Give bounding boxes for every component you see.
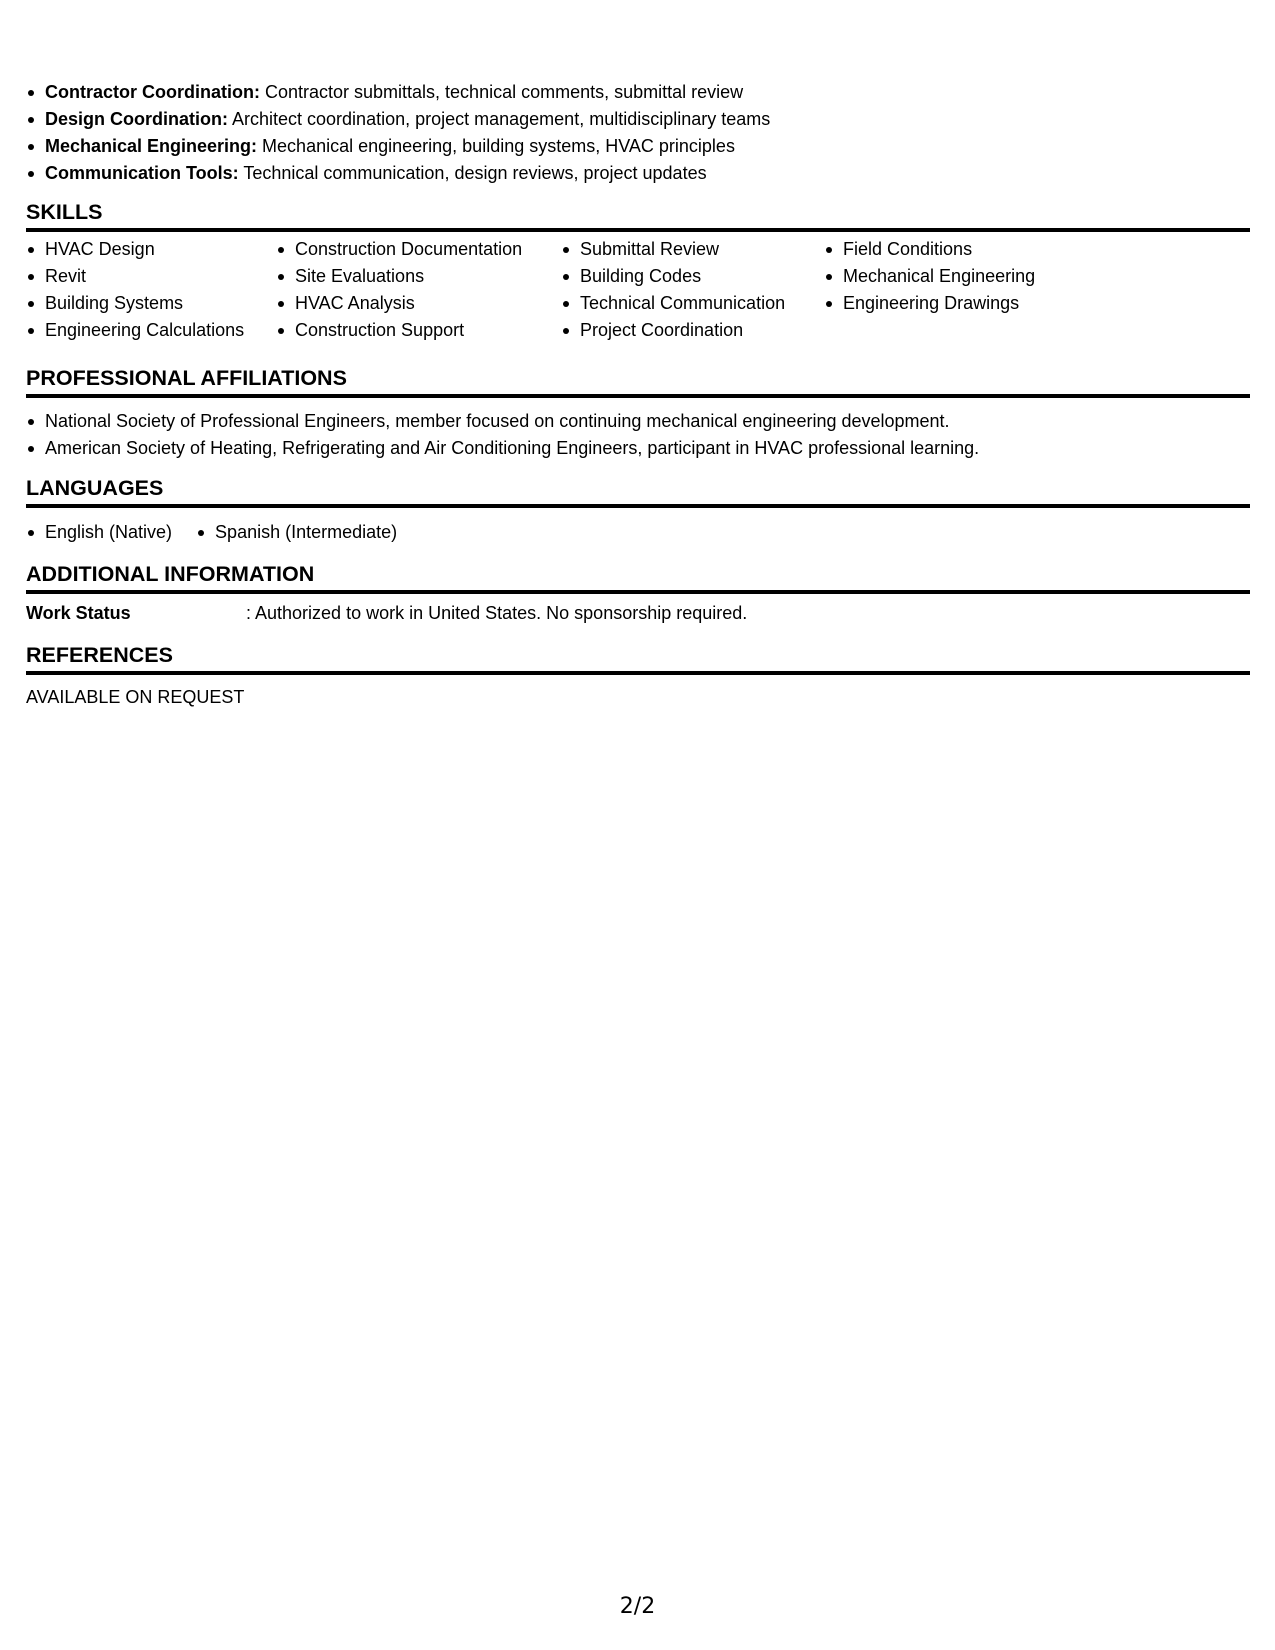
work-status-value: : Authorized to work in United States. No sponsorship required.: [246, 603, 748, 623]
skill-item: Project Coordination: [561, 317, 785, 344]
skills-column: [276, 236, 522, 344]
skill-item: Mechanical Engineering: [824, 263, 1035, 290]
skill-item: HVAC Analysis: [276, 290, 522, 317]
list-item: [26, 160, 770, 187]
skill-item: Engineering Calculations: [26, 317, 244, 344]
skills-heading: SKILLS: [26, 199, 1250, 232]
skill-item: Field Conditions: [824, 236, 1035, 263]
list-item: National Society of Professional Engineers, member focused on continuing mechanical engineering development.: [26, 408, 979, 435]
highlight-text: Technical communication, design reviews, project updates: [238, 163, 707, 183]
work-status-label: Work Status: [26, 603, 131, 623]
references-text: AVAILABLE ON REQUEST: [26, 687, 245, 707]
highlight-keyword: Contractor Coordination:: [45, 82, 260, 102]
skill-item: Site Evaluations: [276, 263, 522, 290]
highlight-keyword: Mechanical Engineering:: [45, 136, 258, 156]
work-status-row: [26, 600, 747, 627]
affiliations-heading: PROFESSIONAL AFFILIATIONS: [26, 365, 1250, 398]
highlight-keyword: Design Coordination:: [45, 109, 228, 129]
skill-item: Building Systems: [26, 290, 244, 317]
skill-item: Technical Communication: [561, 290, 785, 317]
skill-item: Construction Support: [276, 317, 522, 344]
skill-item: Submittal Review: [561, 236, 785, 263]
skill-item: Engineering Drawings: [824, 290, 1035, 317]
highlight-text: Mechanical engineering, building systems, HVAC principles: [257, 136, 735, 156]
skill-item: HVAC Design: [26, 236, 244, 263]
additional-info-heading: ADDITIONAL INFORMATION: [26, 561, 1250, 594]
list-item: [26, 106, 770, 133]
affiliations-list: [26, 408, 979, 462]
highlight-text: Architect coordination, project management, multidisciplinary teams: [228, 109, 771, 129]
highlight-keyword: Communication Tools:: [45, 163, 239, 183]
list-item: [26, 133, 770, 160]
highlight-text: Contractor submittals, technical comments, submittal review: [259, 82, 744, 102]
skills-column: [824, 236, 1035, 317]
language-item: Spanish (Intermediate): [196, 519, 397, 546]
language-item: English (Native): [26, 519, 172, 546]
skill-item: Revit: [26, 263, 244, 290]
languages-list: [26, 519, 421, 546]
skills-column: [561, 236, 785, 344]
list-item: [26, 79, 770, 106]
references-heading: REFERENCES: [26, 642, 1250, 675]
skill-item: Construction Documentation: [276, 236, 522, 263]
languages-heading: LANGUAGES: [26, 475, 1250, 508]
page-number: 2/2: [619, 1594, 656, 1619]
list-item: American Society of Heating, Refrigerating and Air Conditioning Engineers, participant in HVAC professional learning.: [26, 435, 979, 462]
highlights-list: [26, 79, 770, 187]
skills-column: [26, 236, 244, 344]
skill-item: Building Codes: [561, 263, 785, 290]
